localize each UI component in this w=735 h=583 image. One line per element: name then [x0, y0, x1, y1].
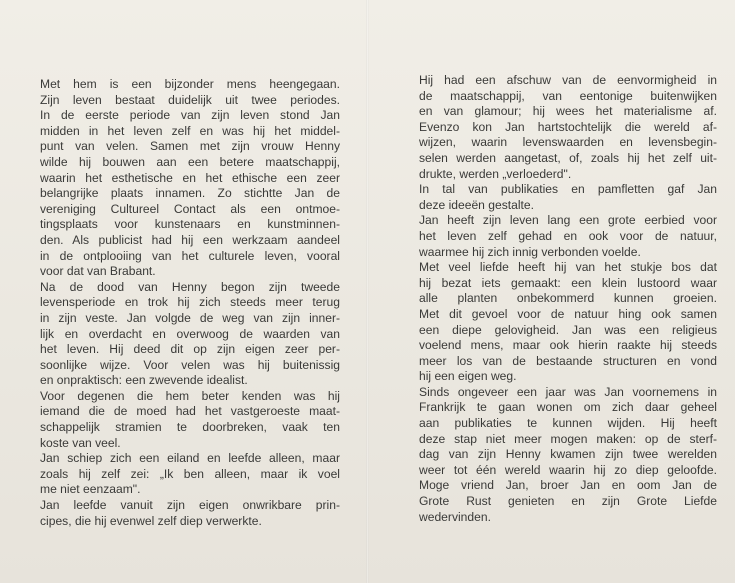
text-line: soonlijke wijze. Voor velen was hij buitenissig	[40, 357, 340, 372]
text-line: schappelijk stramien te doorbreken, vaak ten	[40, 420, 340, 435]
text-line: Evenzo kon Jan hartstochtelijk die wereld af-	[419, 119, 717, 134]
text-line: Na de dood van Henny begon zijn tweede	[40, 279, 340, 294]
text-line: alle planten onbekommerd kunnen groeien.	[419, 291, 717, 306]
left-page-text	[40, 77, 340, 529]
text-line: drukte, werden „verloederd".	[419, 166, 572, 181]
text-line: Moge vriend Jan, broer Jan en oom Jan de	[419, 478, 717, 493]
text-line: In de eerste periode van zijn leven stond Jan	[40, 108, 340, 123]
text-line: in zijn veste. Jan volgde de weg van zijn inner-	[40, 310, 340, 325]
text-line: en onpraktisch: een zwevende idealist.	[40, 373, 248, 388]
text-line: dag van zijn Henny kwamen zijn twee werelden	[419, 447, 717, 462]
text-line: voor dat van Brabant.	[40, 264, 156, 279]
text-line: Hij had een afschuw van de eenvormigheid in	[419, 73, 717, 87]
text-line: aan publikaties te kunnen wijden. Hij heeft	[419, 416, 717, 431]
text-line: Met veel liefde heeft hij van het stukje bos dat	[419, 260, 717, 275]
text-line: Sinds ongeveer een jaar was Jan voornemens in	[419, 384, 717, 399]
text-line: wilde hij bouwen aan een betere maatschappij,	[40, 154, 340, 169]
text-line: zoals hij zelf zei: „Ik ben alleen, maar ik voel	[40, 466, 340, 481]
text-line: Jan leefde vanuit zijn eigen onwrikbare prin-	[40, 498, 340, 513]
right-page-text	[419, 73, 717, 525]
text-line: deze ideeën gestalte.	[419, 197, 534, 212]
text-line: vereniging Cultureel Contact als een ontmoe-	[40, 201, 340, 216]
text-line: den. Als publicist had hij een werkzaam aandeel	[40, 232, 340, 247]
text-line: Jan schiep zich een eiland en leefde alleen, maar	[40, 451, 340, 466]
text-line: cipes, die hij evenwel zelf diep verwerkte.	[40, 513, 262, 528]
text-line: koste van veel.	[40, 435, 121, 450]
text-line: hij een eigen weg.	[419, 369, 517, 384]
text-line: het leven. Hij deed dit op zijn eigen zeer per-	[40, 342, 340, 357]
text-line: Voor degenen die hem beter kenden was hij	[40, 388, 340, 403]
center-fold	[366, 0, 369, 583]
text-line: me niet eenzaam".	[40, 482, 141, 497]
text-line: wijzen, waarin levenswaarden en levensbegin-	[419, 135, 717, 150]
text-line: levensperiode en trok hij zich steeds meer terug	[40, 295, 340, 310]
text-line: midden in het leven zelf en was hij het middel-	[40, 123, 340, 138]
text-line: in de ontplooiing van het culturele leven, vooral	[40, 248, 340, 263]
text-line: lijk en overdacht en overwoog de waarden van	[40, 326, 340, 341]
text-line: Grote Rust genieten en zijn Grote Liefde	[419, 494, 717, 509]
text-line: In tal van publikaties en pamfletten gaf Jan	[419, 182, 717, 197]
text-line: en van glamour; hij wees het materialisme af.	[419, 104, 717, 119]
text-line: weer tot één wereld waarin hij zo diep geloofde.	[419, 462, 717, 477]
text-line: hij bezat iets gemaakt: een klein lustoord waar	[419, 275, 717, 290]
text-line: Met dit gevoel voor de natuur hing ook samen	[419, 306, 717, 321]
text-line: het leven zelf gehad en ook voor de natuur,	[419, 228, 717, 243]
text-line: Jan heeft zijn leven lang een grote eerbied voor	[419, 213, 717, 228]
text-line: wedervinden.	[419, 509, 491, 524]
text-line: voelend mens, maar ook hierin raakte hij steeds	[419, 338, 717, 353]
text-line: tingsplaats voor kunstenaars en kunstminnen-	[40, 217, 340, 232]
text-line: Met hem is een bijzonder mens heengegaan.	[40, 77, 340, 91]
text-line: belangrijke plaats innamen. Zo stichtte Jan de	[40, 186, 340, 201]
text-line: de maatschappij, van eentonige buitenwijken	[419, 88, 717, 103]
text-line: selen werden aangetast, of, zoals hij het zelf uit-	[419, 150, 717, 165]
text-line: deze stap niet meer mogen maken: op de sterf-	[419, 431, 717, 446]
text-line: een diepe gelovigheid. Jan was een religieus	[419, 322, 717, 337]
text-line: iemand die de moed had het vastgeroeste maat-	[40, 404, 340, 419]
text-line: meer los van de bestaande structuren en vond	[419, 353, 717, 368]
text-line: waarmee hij zich innig verbonden voelde.	[419, 244, 641, 259]
text-line: Frankrijk te gaan wonen om zich daar geheel	[419, 400, 717, 415]
text-line: waarin het esthetische en het ethische een zeer	[40, 170, 340, 185]
text-line: Zijn leven bestaat duidelijk uit twee periodes.	[40, 92, 340, 107]
text-line: punt van velen. Samen met zijn vrouw Henny	[40, 139, 340, 154]
